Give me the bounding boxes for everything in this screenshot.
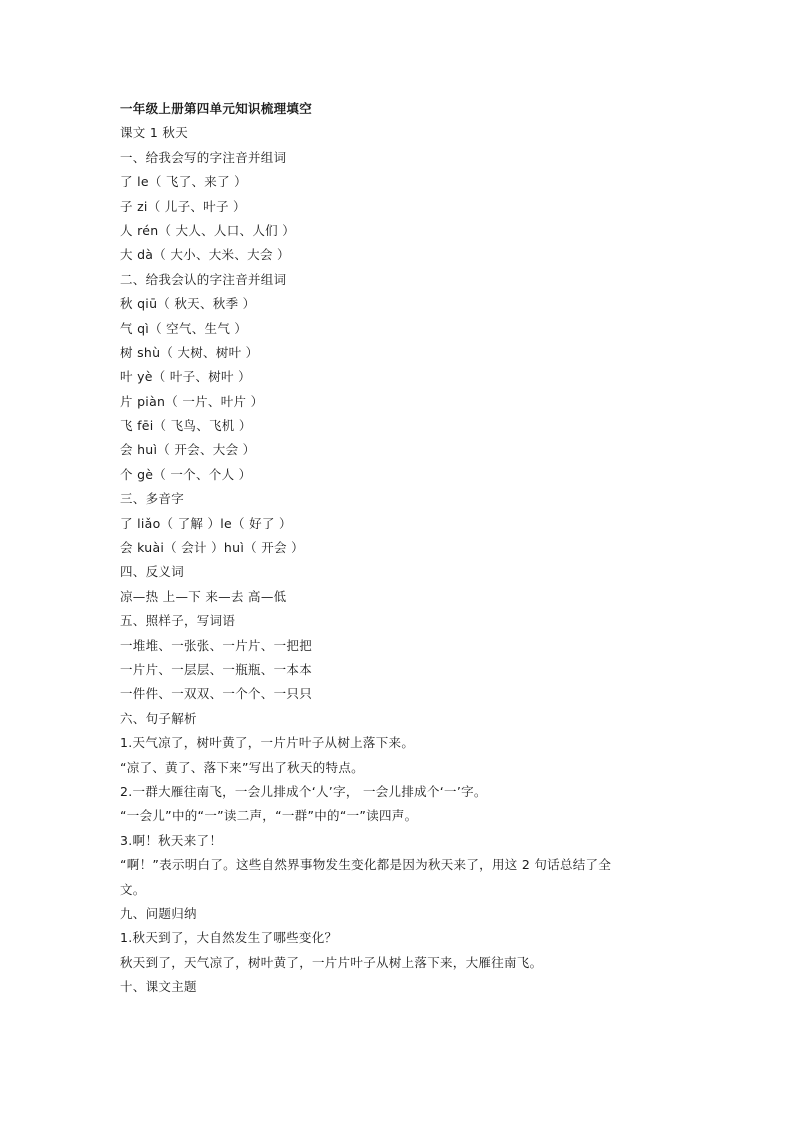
- word-entry-le: 了 le（ 飞了、来了 ）: [120, 174, 247, 190]
- lesson-heading: 课文 1 秋天: [120, 125, 188, 141]
- answer-1: 秋天到了，天气凉了，树叶黄了，一片片叶子从树上落下来，大雁往南飞。: [120, 954, 543, 970]
- word-entry-da: 大 dà（ 大小、大米、大会 ）: [120, 247, 290, 263]
- example-words-row-2: 一片片、一层层、一瓶瓶、一本本: [120, 661, 313, 677]
- section-heading-antonyms: 四、反义词: [120, 564, 185, 580]
- word-entry-shu: 树 shù（ 大树、树叶 ）: [120, 344, 259, 360]
- example-words-row-1: 一堆堆、一张张、一片片、一把把: [120, 637, 313, 653]
- question-1: 1.秋天到了，大自然发生了哪些变化？: [120, 930, 338, 946]
- word-entry-zi: 子 zi（ 儿子、叶子 ）: [120, 198, 246, 214]
- section-heading-polyphone: 三、多音字: [120, 491, 185, 507]
- sentence-3-analysis-continued: 文。: [120, 881, 146, 897]
- polyphone-entry-hui: 会 kuài（ 会计 ）huì（ 开会 ）: [120, 540, 304, 556]
- word-entry-ge: 个 gè（ 一个、个人 ）: [120, 466, 252, 482]
- document-title: 一年级上册第四单元知识梳理填空: [120, 101, 313, 116]
- document-content: [120, 97, 680, 999]
- section-heading-write-chars: 一、给我会写的字注音并组词: [120, 149, 287, 165]
- antonym-pairs: 凉—热 上—下 来—去 高—低: [120, 588, 287, 604]
- section-heading-recognize-chars: 二、给我会认的字注音并组词: [120, 271, 287, 287]
- sentence-3-analysis: “啊！”表示明白了。这些自然界事物发生变化都是因为秋天来了，用这 2 句话总结了全: [120, 857, 612, 873]
- sentence-3: 3.啊！秋天来了！: [120, 832, 223, 848]
- polyphone-entry-le: 了 liǎo（ 了解 ）le（ 好了 ）: [120, 515, 292, 531]
- word-entry-pian: 片 piàn（ 一片、叶片 ）: [120, 393, 264, 409]
- sentence-1-analysis: “凉了、黄了、落下来”写出了秋天的特点。: [120, 759, 364, 775]
- word-entry-hui: 会 huì（ 开会、大会 ）: [120, 442, 256, 458]
- section-heading-sentence-analysis: 六、句子解析: [120, 710, 197, 726]
- example-words-row-3: 一件件、一双双、一个个、一只只: [120, 686, 313, 702]
- word-entry-qi: 气 qì（ 空气、生气 ）: [120, 320, 248, 336]
- word-entry-fei: 飞 fēi（ 飞鸟、飞机 ）: [120, 418, 252, 434]
- sentence-1: 1.天气凉了，树叶黄了，一片片叶子从树上落下来。: [120, 735, 415, 751]
- word-entry-ren: 人 rén（ 大人、人口、人们 ）: [120, 222, 295, 238]
- section-heading-example-words: 五、照样子，写词语: [120, 613, 236, 629]
- section-heading-question-summary: 九、问题归纳: [120, 905, 197, 921]
- section-heading-lesson-theme: 十、课文主题: [120, 979, 197, 995]
- word-entry-qiu: 秋 qiū（ 秋天、秋季 ）: [120, 296, 256, 312]
- word-entry-ye: 叶 yè（ 叶子、树叶 ）: [120, 369, 251, 385]
- sentence-2-analysis: “一会儿”中的“一”读二声，“一群”中的“一”读四声。: [120, 808, 418, 824]
- sentence-2: 2.一群大雁往南飞，一会儿排成个‘人’字， 一会儿排成个‘一’字。: [120, 783, 487, 799]
